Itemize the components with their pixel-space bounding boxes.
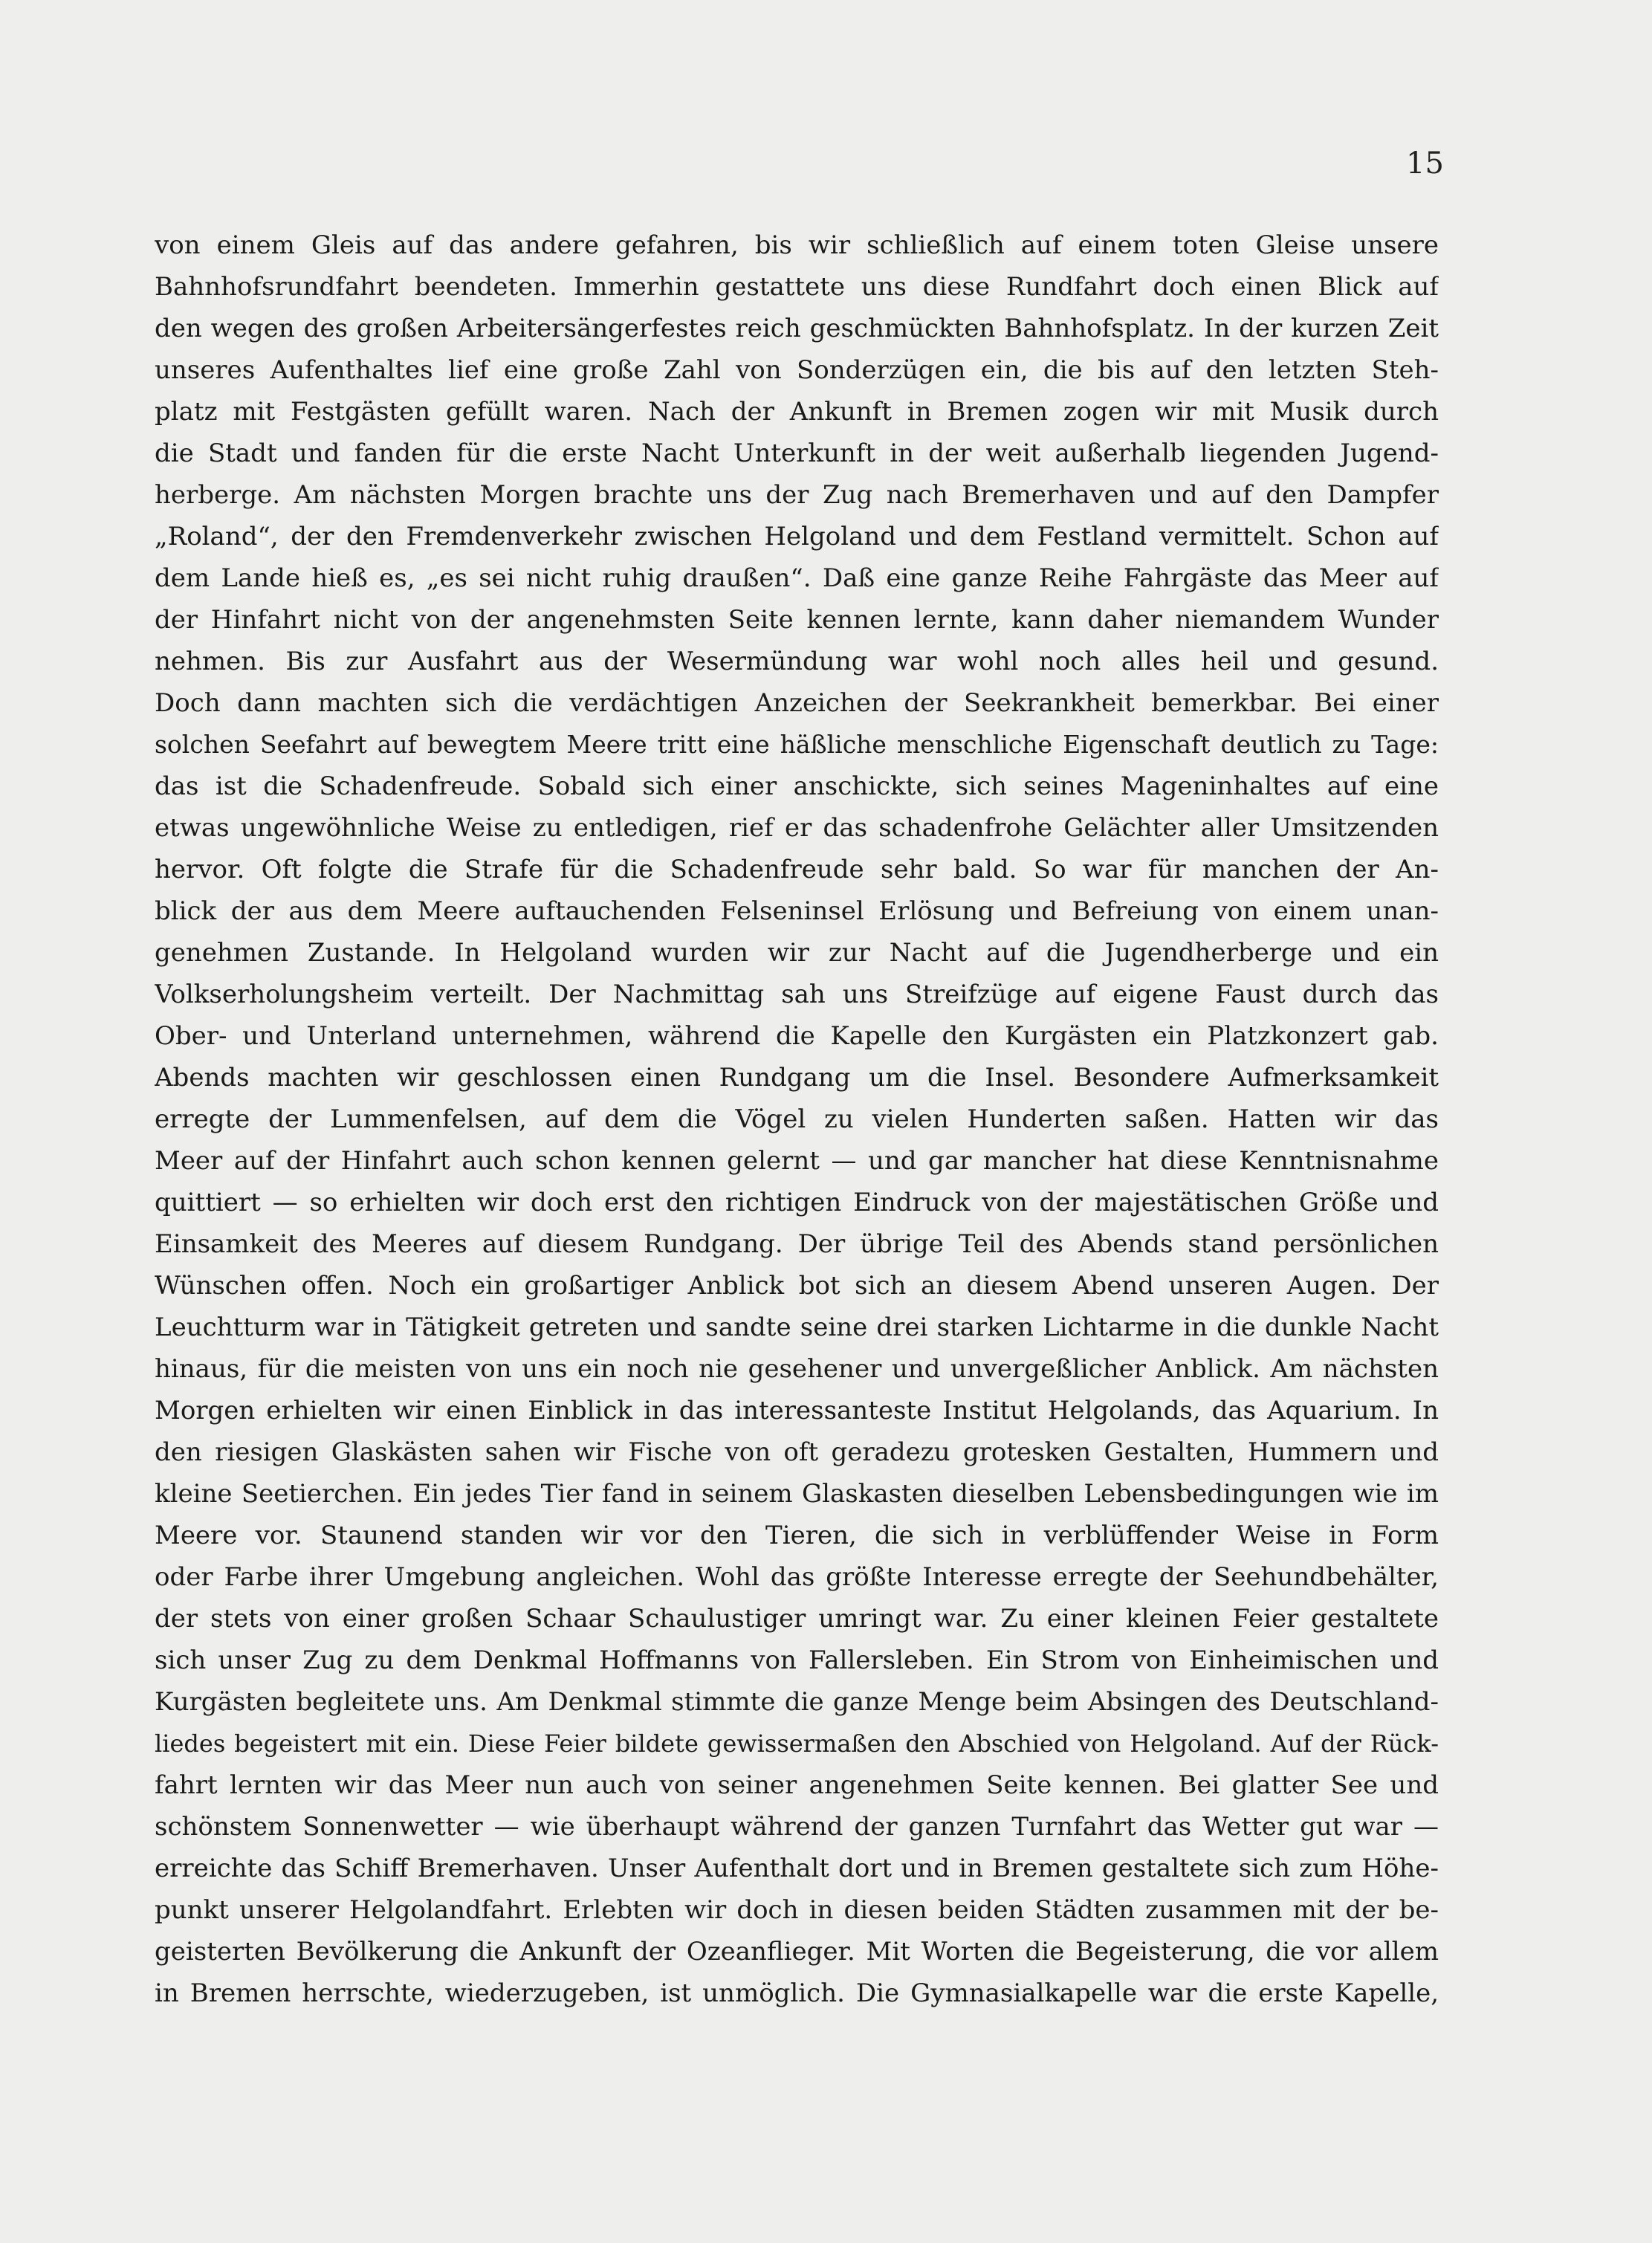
text-line: Leuchtturm war in Tätigkeit getreten und sandte seine drei starken Lichtarme in die dunkle Nacht <box>155 1313 1439 1342</box>
text-line: fahrt lernten wir das Meer nun auch von seiner angenehmen Seite kennen. Bei glatter See und <box>155 1770 1439 1800</box>
text-line: genehmen Zustande. In Helgoland wurden wir zur Nacht auf die Jugendherberge und ein <box>155 938 1439 968</box>
text-line: geisterten Bevölkerung die Ankunft der Ozeanflieger. Mit Worten die Begeisterung, die vor allem <box>155 1937 1439 1967</box>
text-line: erregte der Lummenfelsen, auf dem die Vögel zu vielen Hunderten saßen. Hatten wir das <box>155 1104 1439 1134</box>
text-line: Ober- und Unterland unternehmen, während die Kapelle den Kurgästen ein Platzkonzert gab. <box>155 1021 1439 1051</box>
text-line: etwas ungewöhnliche Weise zu entledigen, rief er das schadenfrohe Gelächter aller Umsitzenden <box>155 813 1439 843</box>
text-line: der Hinfahrt nicht von der angenehmsten Seite kennen lernte, kann daher niemandem Wunder <box>155 605 1439 635</box>
text-line: Wünschen offen. Noch ein großartiger Anblick bot sich an diesem Abend unseren Augen. Der <box>155 1271 1439 1301</box>
text-line: „Roland“, der den Fremdenverkehr zwischen Helgoland und dem Festland vermittelt. Schon auf <box>155 522 1439 551</box>
text-line: Doch dann machten sich die verdächtigen Anzeichen der Seekrankheit bemerkbar. Bei einer <box>155 688 1439 718</box>
text-line: schönstem Sonnenwetter — wie überhaupt während der ganzen Turnfahrt das Wetter gut war — <box>155 1812 1439 1842</box>
text-line: Abends machten wir geschlossen einen Rundgang um die Insel. Besondere Aufmerksamkeit <box>155 1063 1439 1093</box>
text-line: Morgen erhielten wir einen Einblick in das interessanteste Institut Helgolands, das Aquarium. In <box>155 1396 1439 1425</box>
text-line: platz mit Festgästen gefüllt waren. Nach der Ankunft in Bremen zogen wir mit Musik durch <box>155 397 1439 427</box>
text-line: Meer auf der Hinfahrt auch schon kennen gelernt — und gar mancher hat diese Kenntnisnahme <box>155 1146 1439 1176</box>
text-line: in Bremen herrschte, wiederzugeben, ist unmöglich. Die Gymnasialkapelle war die erste Kapelle, <box>155 1978 1439 2008</box>
text-line: Einsamkeit des Meeres auf diesem Rundgang. Der übrige Teil des Abends stand persönlichen <box>155 1229 1439 1259</box>
text-line: den wegen des großen Arbeitersängerfestes reich geschmückten Bahnhofsplatz. In der kurzen Zeit <box>155 314 1439 343</box>
body-text <box>155 224 1439 2014</box>
text-line: der stets von einer großen Schaar Schaulustiger umringt war. Zu einer kleinen Feier gestaltete <box>155 1604 1439 1634</box>
text-line: den riesigen Glaskästen sahen wir Fische von oft geradezu grotesken Gestalten, Hummern und <box>155 1437 1439 1467</box>
text-line: punkt unserer Helgolandfahrt. Erlebten wir doch in diesen beiden Städten zusammen mit der be- <box>155 1895 1439 1925</box>
text-line: Volkserholungsheim verteilt. Der Nachmittag sah uns Streifzüge auf eigene Faust durch das <box>155 980 1439 1009</box>
text-line: dem Lande hieß es, „es sei nicht ruhig draußen“. Daß eine ganze Reihe Fahrgäste das Meer auf <box>155 563 1439 593</box>
text-line: Bahnhofsrundfahrt beendeten. Immerhin gestattete uns diese Rundfahrt doch einen Blick auf <box>155 272 1439 302</box>
page-number: 15 <box>1406 146 1444 181</box>
text-line: herberge. Am nächsten Morgen brachte uns der Zug nach Bremerhaven und auf den Dampfer <box>155 480 1439 510</box>
text-line: hervor. Oft folgte die Strafe für die Schadenfreude sehr bald. So war für manchen der An- <box>155 855 1439 884</box>
text-line: unseres Aufenthaltes lief eine große Zahl von Sonderzügen ein, die bis auf den letzten Steh- <box>155 355 1439 385</box>
text-line: nehmen. Bis zur Ausfahrt aus der Wesermündung war wohl noch alles heil und gesund. <box>155 647 1439 676</box>
text-line: Kurgästen begleitete uns. Am Denkmal stimmte die ganze Menge beim Absingen des Deutschland- <box>155 1687 1439 1717</box>
text-line: hinaus, für die meisten von uns ein noch nie gesehener und unvergeßlicher Anblick. Am nächsten <box>155 1354 1439 1384</box>
text-line: das ist die Schadenfreude. Sobald sich einer anschickte, sich seines Mageninhaltes auf eine <box>155 771 1439 801</box>
text-line: Meere vor. Staunend standen wir vor den Tieren, die sich in verblüffender Weise in Form <box>155 1521 1439 1550</box>
text-line: die Stadt und fanden für die erste Nacht Unterkunft in der weit außerhalb liegenden Jugend- <box>155 438 1439 468</box>
text-line: solchen Seefahrt auf bewegtem Meere tritt eine häßliche menschliche Eigenschaft deutlich zu Tage: <box>155 730 1439 759</box>
text-line: sich unser Zug zu dem Denkmal Hoffmanns von Fallersleben. Ein Strom von Einheimischen und <box>155 1645 1439 1675</box>
text-line: kleine Seetierchen. Ein jedes Tier fand in seinem Glaskasten dieselben Lebensbedingungen wie im <box>155 1479 1439 1509</box>
text-line: von einem Gleis auf das andere gefahren, bis wir schließlich auf einem toten Gleise unsere <box>155 230 1439 260</box>
text-line: blick der aus dem Meere auftauchenden Felseninsel Erlösung und Befreiung von einem unan- <box>155 896 1439 926</box>
text-line: oder Farbe ihrer Umgebung angleichen. Wohl das größte Interesse erregte der Seehundbehälter, <box>155 1562 1439 1592</box>
text-line: erreichte das Schiff Bremerhaven. Unser Aufenthalt dort und in Bremen gestaltete sich zum Höhe- <box>155 1854 1439 1883</box>
text-line: quittiert — so erhielten wir doch erst den richtigen Eindruck von der majestätischen Größe und <box>155 1188 1439 1217</box>
text-line: liedes begeistert mit ein. Diese Feier bildete gewissermaßen den Abschied von Helgoland. Auf der Rück- <box>155 1729 1439 1758</box>
